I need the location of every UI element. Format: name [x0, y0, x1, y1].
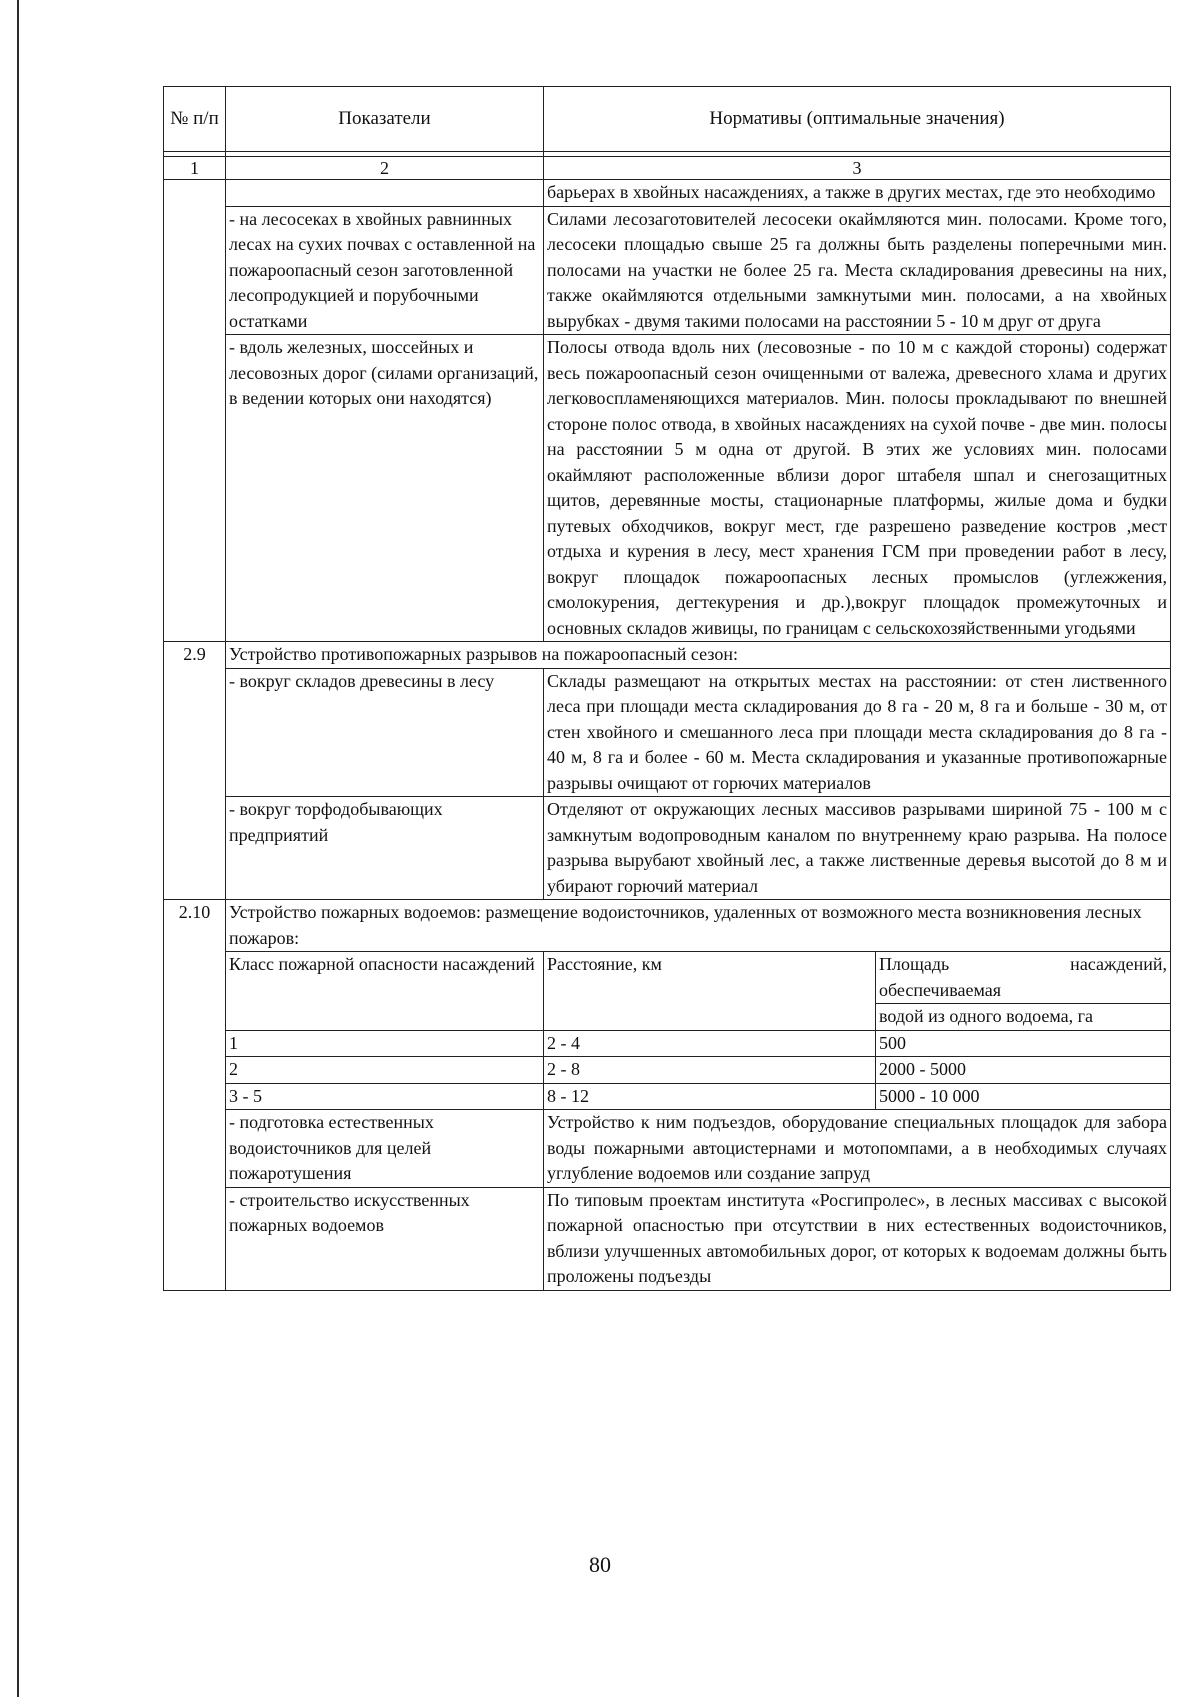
distance-cell: 2 - 8 — [544, 1057, 876, 1084]
subtable-row — [164, 1083, 1171, 1110]
column-number: 1 — [164, 157, 226, 180]
subtable-row — [164, 1030, 1171, 1057]
subtable-header-row — [164, 952, 1171, 1004]
table-row — [164, 206, 1171, 335]
norms-table — [163, 86, 1171, 1291]
indicator-cell: - строительство искусственных пожарных водоемов — [226, 1187, 544, 1290]
subtable-row — [164, 1057, 1171, 1084]
area-cell: 500 — [876, 1030, 1171, 1057]
section-number: 2.9 — [164, 642, 226, 900]
indicator-cell: - вдоль железных, шоссейных и лесовозных дорог (силами организаций, в ведении которых они находятся) — [226, 335, 544, 642]
indicator-cell — [226, 180, 544, 207]
header-norms: Нормативы (оптимальные значения) — [544, 87, 1171, 152]
header-number: № п/п — [164, 87, 226, 152]
norm-cell: Склады размещают на открытых местах на расстоянии: от стен лиственного леса при площади места складирования до 8 га - 20 м, 8 га и больше - 30 м, от стен хвойного и смешанного леса при площади места складирования до 8 га - 40 м, 8 га и более - 60 м. Места складирования и указанные противопожарные разрывы очищают от горючих материалов — [544, 668, 1171, 797]
area-header: Площадь насаждений, обеспечиваемая — [876, 952, 1171, 1004]
class-cell: 1 — [226, 1030, 544, 1057]
class-cell: 2 — [226, 1057, 544, 1084]
header-indicators: Показатели — [226, 87, 544, 152]
norm-cell: Отделяют от окружающих лесных массивов разрывами шириной 75 - 100 м с замкнутым водопроводным каналом по внутреннему краю разрыва. На полосе разрыва вырубают хвойный лес, а также лиственные деревья высотой до 8 м и убирают горючий материал — [544, 797, 1171, 900]
indicator-cell: - на лесосеках в хвойных равнинных лесах на сухих почвах с оставленной на пожароопасный сезон заготовленной лесопродукцией и порубочными остатками — [226, 206, 544, 335]
section-title: Устройство пожарных водоемов: размещение водоисточников, удаленных от возможного места возникновения лесных пожаров: — [226, 900, 1171, 952]
table-header-row — [164, 87, 1171, 152]
area-cell: 5000 - 10 000 — [876, 1083, 1171, 1110]
column-number-row — [164, 157, 1171, 180]
norm-cell: Устройство к ним подъездов, оборудование специальных площадок для забора воды пожарными автоцистернами и мотопомпами, а в необходимых случаях углубление водоемов или создание запруд — [544, 1110, 1171, 1188]
distance-cell: 2 - 4 — [544, 1030, 876, 1057]
table-row — [164, 335, 1171, 642]
indicator-cell: - подготовка естественных водоисточников для целей пожаротушения — [226, 1110, 544, 1188]
norm-cell: Силами лесозаготовителей лесосеки окаймляются мин. полосами. Кроме того, лесосеки площадью свыше 25 га должны быть разделены поперечными мин. полосами на участки не более 25 га. Места складирования древесины на них, также окаймляются отдельными замкнутыми мин. полосами, а на хвойных вырубках - двумя такими полосами на расстоянии 5 - 10 м друг от друга — [544, 206, 1171, 335]
scan-edge-line — [17, 0, 19, 1697]
table-row — [164, 797, 1171, 900]
distance-cell: 8 - 12 — [544, 1083, 876, 1110]
section-number: 2.10 — [164, 900, 226, 1291]
area-cell: 2000 - 5000 — [876, 1057, 1171, 1084]
class-header: Класс пожарной опасности насаждений — [226, 952, 544, 1031]
indicator-cell: - вокруг торфодобывающих предприятий — [226, 797, 544, 900]
table-row — [164, 1187, 1171, 1290]
column-number: 3 — [544, 157, 1171, 180]
section-title-row — [164, 642, 1171, 669]
column-number: 2 — [226, 157, 544, 180]
class-cell: 3 - 5 — [226, 1083, 544, 1110]
indicator-cell: - вокруг складов древесины в лесу — [226, 668, 544, 797]
norm-cell: барьерах в хвойных насаждениях, а также в других местах, где это необходимо — [544, 180, 1171, 207]
table-row — [164, 180, 1171, 207]
area-header-cont: водой из одного водоема, га — [876, 1004, 1171, 1031]
page-number: 80 — [589, 1552, 611, 1577]
distance-header: Расстояние, км — [544, 952, 876, 1031]
table-row — [164, 1110, 1171, 1188]
norm-cell: По типовым проектам института «Росгипролес», в лесных массивах с высокой пожарной опасностью при отсутствии в них естественных водоисточников, вблизи улучшенных автомобильных дорог, от которых к водоемам должны быть проложены подъезды — [544, 1187, 1171, 1290]
section-title: Устройство противопожарных разрывов на пожароопасный сезон: — [226, 642, 1171, 669]
table-row — [164, 668, 1171, 797]
section-title-row — [164, 900, 1171, 952]
norm-cell: Полосы отвода вдоль них (лесовозные - по 10 м с каждой стороны) содержат весь пожароопасный сезон очищенными от валежа, древесного хлама и других легковоспламеняющихся материалов. Мин. полосы прокладывают по внешней стороне полос отвода, в хвойных насаждениях на сухой почве - две мин. полосы на расстоянии 5 м одна от другой. В этих же условиях мин. полосами окаймляют расположенные вблизи дорог штабеля шпал и снегозащитных щитов, деревянные мосты, стационарные платформы, жилые дома и будки путевых обходчиков, вокруг мест, где разрешено разведение костров ,мест отдыха и курения в лесу, мест хранения ГСМ при проведении работ в лесу, вокруг площадок пожароопасных лесных промыслов (углежжения, смолокурения, дегтекурения и др.),вокруг площадок промежуточных и основных складов живицы, по границам с сельскохозяйственными угодьями — [544, 335, 1171, 642]
row-number-cell — [164, 180, 226, 642]
